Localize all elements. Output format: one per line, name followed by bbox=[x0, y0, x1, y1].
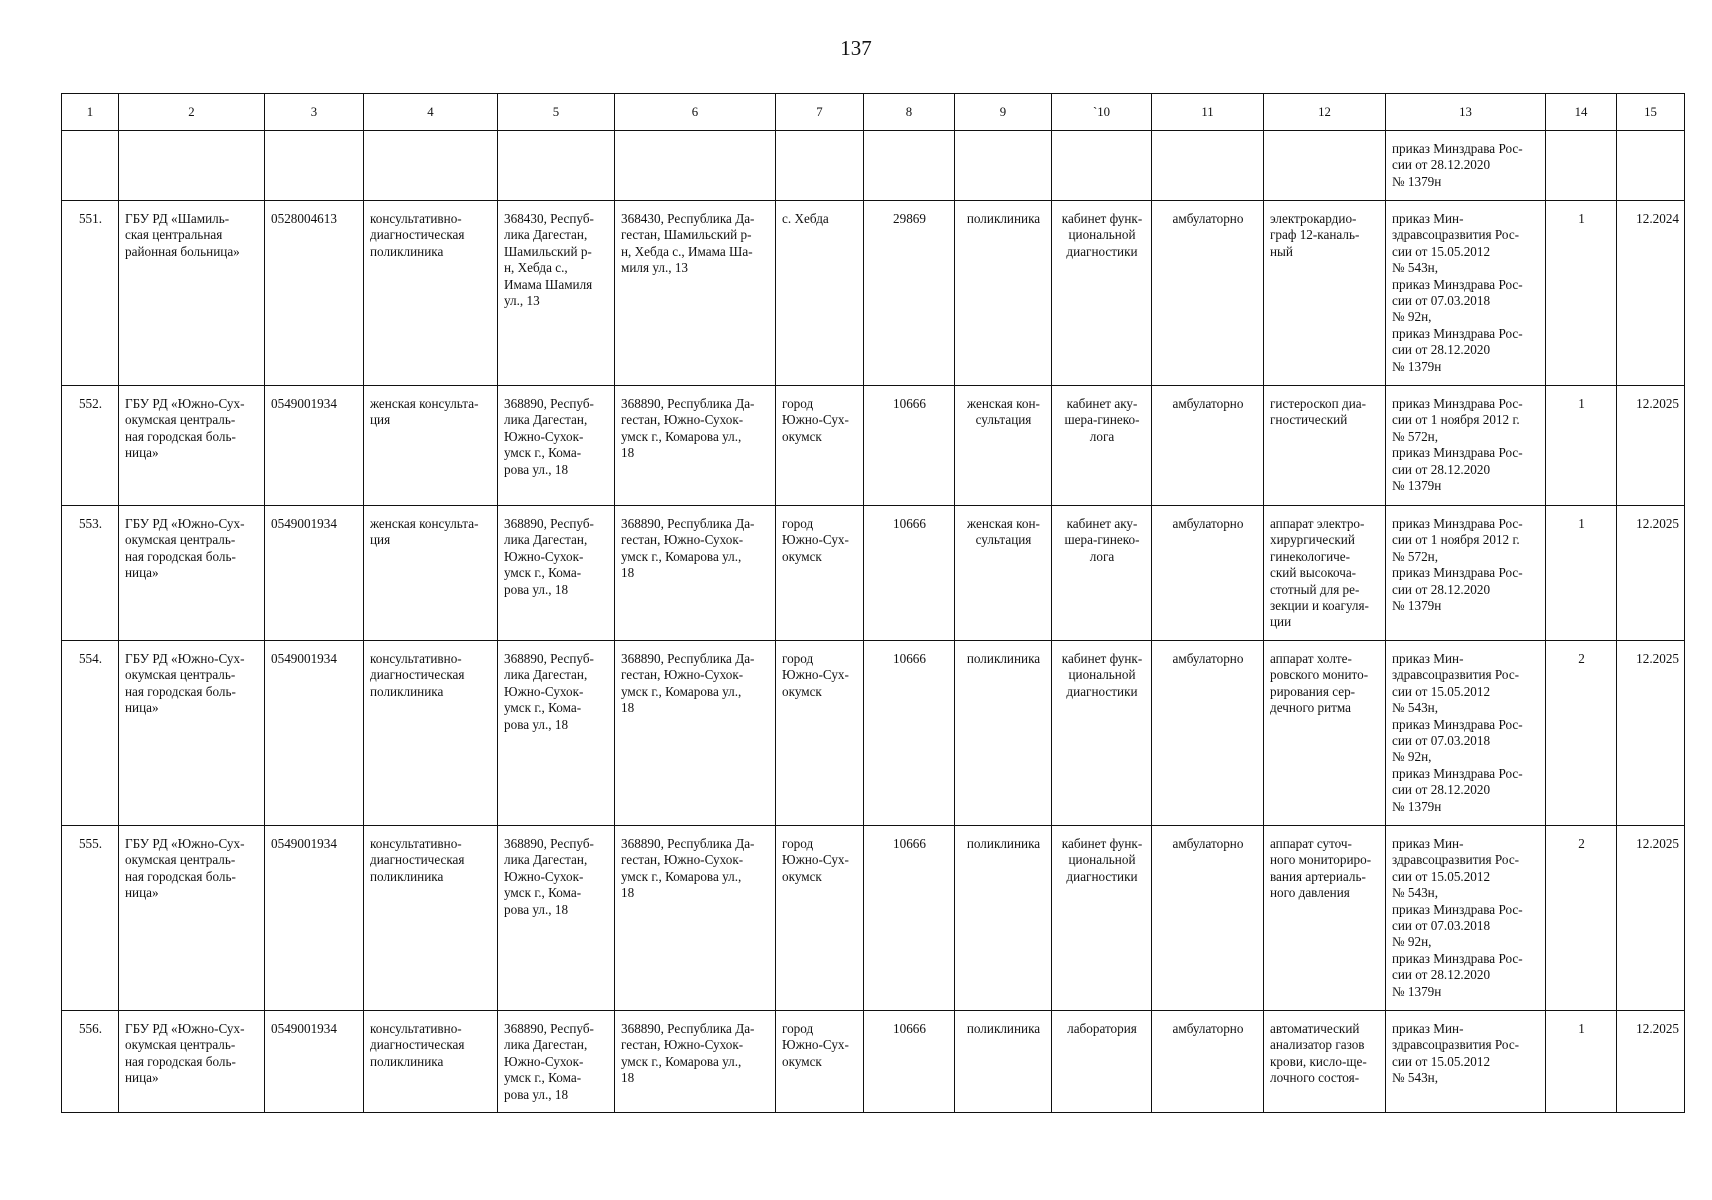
quantity-cell: 2 bbox=[1546, 641, 1617, 826]
basis-cell: приказ Мин- здравсоцразвития Рос- сии от 15.05.2012 № 543н, приказ Минздрава Рос- сии от 07.03.2018 № 92н, приказ Минздрава Рос- сии от 28.12.2020 № 1379н bbox=[1386, 201, 1546, 386]
date-cell: 12.2025 bbox=[1617, 1011, 1685, 1113]
legal-address-cell: 368430, Респуб- лика Дагестан, Шамильский р- н, Хебда с., Имама Шамиля ул., 13 bbox=[498, 201, 615, 386]
organization-cell: ГБУ РД «Южно-Сух- окумская централь- ная городская боль- ница» bbox=[119, 641, 265, 826]
organization-cell: ГБУ РД «Южно-Сух- окумская централь- ная городская боль- ница» bbox=[119, 826, 265, 1011]
column-header: 13 bbox=[1386, 94, 1546, 131]
table-row bbox=[62, 641, 1685, 826]
basis-cell: приказ Минздрава Рос- сии от 28.12.2020 № 1379н bbox=[1386, 131, 1546, 201]
column-header: 5 bbox=[498, 94, 615, 131]
division-cell: женская кон- сультация bbox=[955, 506, 1052, 641]
quantity-cell: 1 bbox=[1546, 386, 1617, 506]
legal-address-cell: 368890, Респуб- лика Дагестан, Южно-Сухок- умск г., Кома- рова ул., 18 bbox=[498, 506, 615, 641]
division-cell: поликлиника bbox=[955, 826, 1052, 1011]
column-header: 8 bbox=[864, 94, 955, 131]
basis-cell: приказ Минздрава Рос- сии от 1 ноября 2012 г. № 572н, приказ Минздрава Рос- сии от 28.12.2020 № 1379н bbox=[1386, 506, 1546, 641]
location-address-cell: 368890, Республика Да- гестан, Южно-Сухок- умск г., Комарова ул., 18 bbox=[615, 506, 776, 641]
column-header: 4 bbox=[364, 94, 498, 131]
organization-cell: ГБУ РД «Южно-Сух- окумская централь- ная городская боль- ница» bbox=[119, 1011, 265, 1113]
room-cell: кабинет функ- циональной диагностики bbox=[1052, 641, 1152, 826]
register-table bbox=[61, 93, 1685, 1113]
column-header: 3 bbox=[265, 94, 364, 131]
room-cell: кабинет аку- шера-гинеко- лога bbox=[1052, 506, 1152, 641]
inn-cell: 0549001934 bbox=[265, 826, 364, 1011]
date-cell: 12.2024 bbox=[1617, 201, 1685, 386]
facility-type-cell: консультативно- диагностическая поликлиника bbox=[364, 201, 498, 386]
location-address-cell: 368890, Республика Да- гестан, Южно-Сухок- умск г., Комарова ул., 18 bbox=[615, 1011, 776, 1113]
division-cell: женская кон- сультация bbox=[955, 386, 1052, 506]
settlement-cell: город Южно-Сух- окумск bbox=[776, 826, 864, 1011]
division-cell: поликлиника bbox=[955, 1011, 1052, 1113]
population-cell: 10666 bbox=[864, 386, 955, 506]
table-row bbox=[62, 386, 1685, 506]
organization-cell: ГБУ РД «Южно-Сух- окумская централь- ная городская боль- ница» bbox=[119, 386, 265, 506]
column-number-header bbox=[62, 94, 1685, 131]
column-header: 2 bbox=[119, 94, 265, 131]
column-header: 15 bbox=[1617, 94, 1685, 131]
settlement-cell: город Южно-Сух- окумск bbox=[776, 506, 864, 641]
facility-type-cell: женская консульта- ция bbox=[364, 506, 498, 641]
facility-type-cell: консультативно- диагностическая поликлиника bbox=[364, 641, 498, 826]
room-cell: кабинет функ- циональной диагностики bbox=[1052, 826, 1152, 1011]
facility-type-cell: консультативно- диагностическая поликлиника bbox=[364, 826, 498, 1011]
page-number: 137 bbox=[840, 36, 872, 60]
basis-cell: приказ Минздрава Рос- сии от 1 ноября 2012 г. № 572н, приказ Минздрава Рос- сии от 28.12.2020 № 1379н bbox=[1386, 386, 1546, 506]
inn-cell: 0549001934 bbox=[265, 506, 364, 641]
location-address-cell: 368890, Республика Да- гестан, Южно-Сухок- умск г., Комарова ул., 18 bbox=[615, 826, 776, 1011]
facility-type-cell: женская консульта- ция bbox=[364, 386, 498, 506]
row-number: 553. bbox=[62, 506, 119, 641]
equipment-cell: аппарат холте- ровского монито- рирования сер- дечного ритма bbox=[1264, 641, 1386, 826]
inn-cell: 0549001934 bbox=[265, 386, 364, 506]
room-cell: кабинет аку- шера-гинеко- лога bbox=[1052, 386, 1152, 506]
population-cell: 10666 bbox=[864, 641, 955, 826]
quantity-cell: 1 bbox=[1546, 1011, 1617, 1113]
legal-address-cell: 368890, Респуб- лика Дагестан, Южно-Сухок- умск г., Кома- рова ул., 18 bbox=[498, 1011, 615, 1113]
date-cell: 12.2025 bbox=[1617, 641, 1685, 826]
care-mode-cell: амбулаторно bbox=[1152, 386, 1264, 506]
column-header: 1 bbox=[62, 94, 119, 131]
column-header: 12 bbox=[1264, 94, 1386, 131]
location-address-cell: 368890, Республика Да- гестан, Южно-Сухок- умск г., Комарова ул., 18 bbox=[615, 386, 776, 506]
population-cell: 10666 bbox=[864, 1011, 955, 1113]
row-number: 556. bbox=[62, 1011, 119, 1113]
care-mode-cell: амбулаторно bbox=[1152, 826, 1264, 1011]
basis-cell: приказ Мин- здравсоцразвития Рос- сии от 15.05.2012 № 543н, приказ Минздрава Рос- сии от 07.03.2018 № 92н, приказ Минздрава Рос- сии от 28.12.2020 № 1379н bbox=[1386, 826, 1546, 1011]
legal-address-cell: 368890, Респуб- лика Дагестан, Южно-Сухок- умск г., Кома- рова ул., 18 bbox=[498, 826, 615, 1011]
quantity-cell: 1 bbox=[1546, 201, 1617, 386]
location-address-cell: 368430, Республика Да- гестан, Шамильский р- н, Хебда с., Имама Ша- миля ул., 13 bbox=[615, 201, 776, 386]
room-cell: кабинет функ- циональной диагностики bbox=[1052, 201, 1152, 386]
basis-cell: приказ Мин- здравсоцразвития Рос- сии от 15.05.2012 № 543н, bbox=[1386, 1011, 1546, 1113]
row-number: 555. bbox=[62, 826, 119, 1011]
inn-cell: 0549001934 bbox=[265, 641, 364, 826]
column-header: 6 bbox=[615, 94, 776, 131]
location-address-cell: 368890, Республика Да- гестан, Южно-Сухок- умск г., Комарова ул., 18 bbox=[615, 641, 776, 826]
settlement-cell: город Южно-Сух- окумск bbox=[776, 386, 864, 506]
settlement-cell: город Южно-Сух- окумск bbox=[776, 641, 864, 826]
division-cell: поликлиника bbox=[955, 201, 1052, 386]
settlement-cell: с. Хебда bbox=[776, 201, 864, 386]
population-cell: 29869 bbox=[864, 201, 955, 386]
equipment-cell: аппарат суточ- ного мониториро- вания артериаль- ного давления bbox=[1264, 826, 1386, 1011]
table-row bbox=[62, 506, 1685, 641]
quantity-cell: 1 bbox=[1546, 506, 1617, 641]
basis-cell: приказ Мин- здравсоцразвития Рос- сии от 15.05.2012 № 543н, приказ Минздрава Рос- сии от 07.03.2018 № 92н, приказ Минздрава Рос- сии от 28.12.2020 № 1379н bbox=[1386, 641, 1546, 826]
room-cell: лаборатория bbox=[1052, 1011, 1152, 1113]
equipment-cell: электрокардио- граф 12-каналь- ный bbox=[1264, 201, 1386, 386]
organization-cell: ГБУ РД «Южно-Сух- окумская централь- ная городская боль- ница» bbox=[119, 506, 265, 641]
row-number: 554. bbox=[62, 641, 119, 826]
table-row bbox=[62, 201, 1685, 386]
quantity-cell: 2 bbox=[1546, 826, 1617, 1011]
equipment-cell: аппарат электро- хирургический гинекологиче- ский высокоча- стотный для ре- зекции и коагуля- ции bbox=[1264, 506, 1386, 641]
care-mode-cell: амбулаторно bbox=[1152, 641, 1264, 826]
care-mode-cell: амбулаторно bbox=[1152, 506, 1264, 641]
column-header: `10 bbox=[1052, 94, 1152, 131]
table-row bbox=[62, 1011, 1685, 1113]
column-header: 9 bbox=[955, 94, 1052, 131]
row-number: 552. bbox=[62, 386, 119, 506]
column-header: 7 bbox=[776, 94, 864, 131]
organization-cell: ГБУ РД «Шамиль- ская центральная районная больница» bbox=[119, 201, 265, 386]
table-row bbox=[62, 826, 1685, 1011]
population-cell: 10666 bbox=[864, 826, 955, 1011]
date-cell: 12.2025 bbox=[1617, 386, 1685, 506]
date-cell: 12.2025 bbox=[1617, 506, 1685, 641]
equipment-cell: гистероскоп диа- гностический bbox=[1264, 386, 1386, 506]
legal-address-cell: 368890, Респуб- лика Дагестан, Южно-Сухок- умск г., Кома- рова ул., 18 bbox=[498, 386, 615, 506]
row-number: 551. bbox=[62, 201, 119, 386]
equipment-cell: автоматический анализатор газов крови, кисло-ще- лочного состоя- bbox=[1264, 1011, 1386, 1113]
settlement-cell: город Южно-Сух- окумск bbox=[776, 1011, 864, 1113]
column-header: 11 bbox=[1152, 94, 1264, 131]
care-mode-cell: амбулаторно bbox=[1152, 201, 1264, 386]
column-header: 14 bbox=[1546, 94, 1617, 131]
division-cell: поликлиника bbox=[955, 641, 1052, 826]
date-cell: 12.2025 bbox=[1617, 826, 1685, 1011]
care-mode-cell: амбулаторно bbox=[1152, 1011, 1264, 1113]
population-cell: 10666 bbox=[864, 506, 955, 641]
inn-cell: 0549001934 bbox=[265, 1011, 364, 1113]
facility-type-cell: консультативно- диагностическая поликлиника bbox=[364, 1011, 498, 1113]
legal-address-cell: 368890, Респуб- лика Дагестан, Южно-Сухок- умск г., Кома- рова ул., 18 bbox=[498, 641, 615, 826]
inn-cell: 0528004613 bbox=[265, 201, 364, 386]
continuation-row bbox=[62, 131, 1685, 201]
